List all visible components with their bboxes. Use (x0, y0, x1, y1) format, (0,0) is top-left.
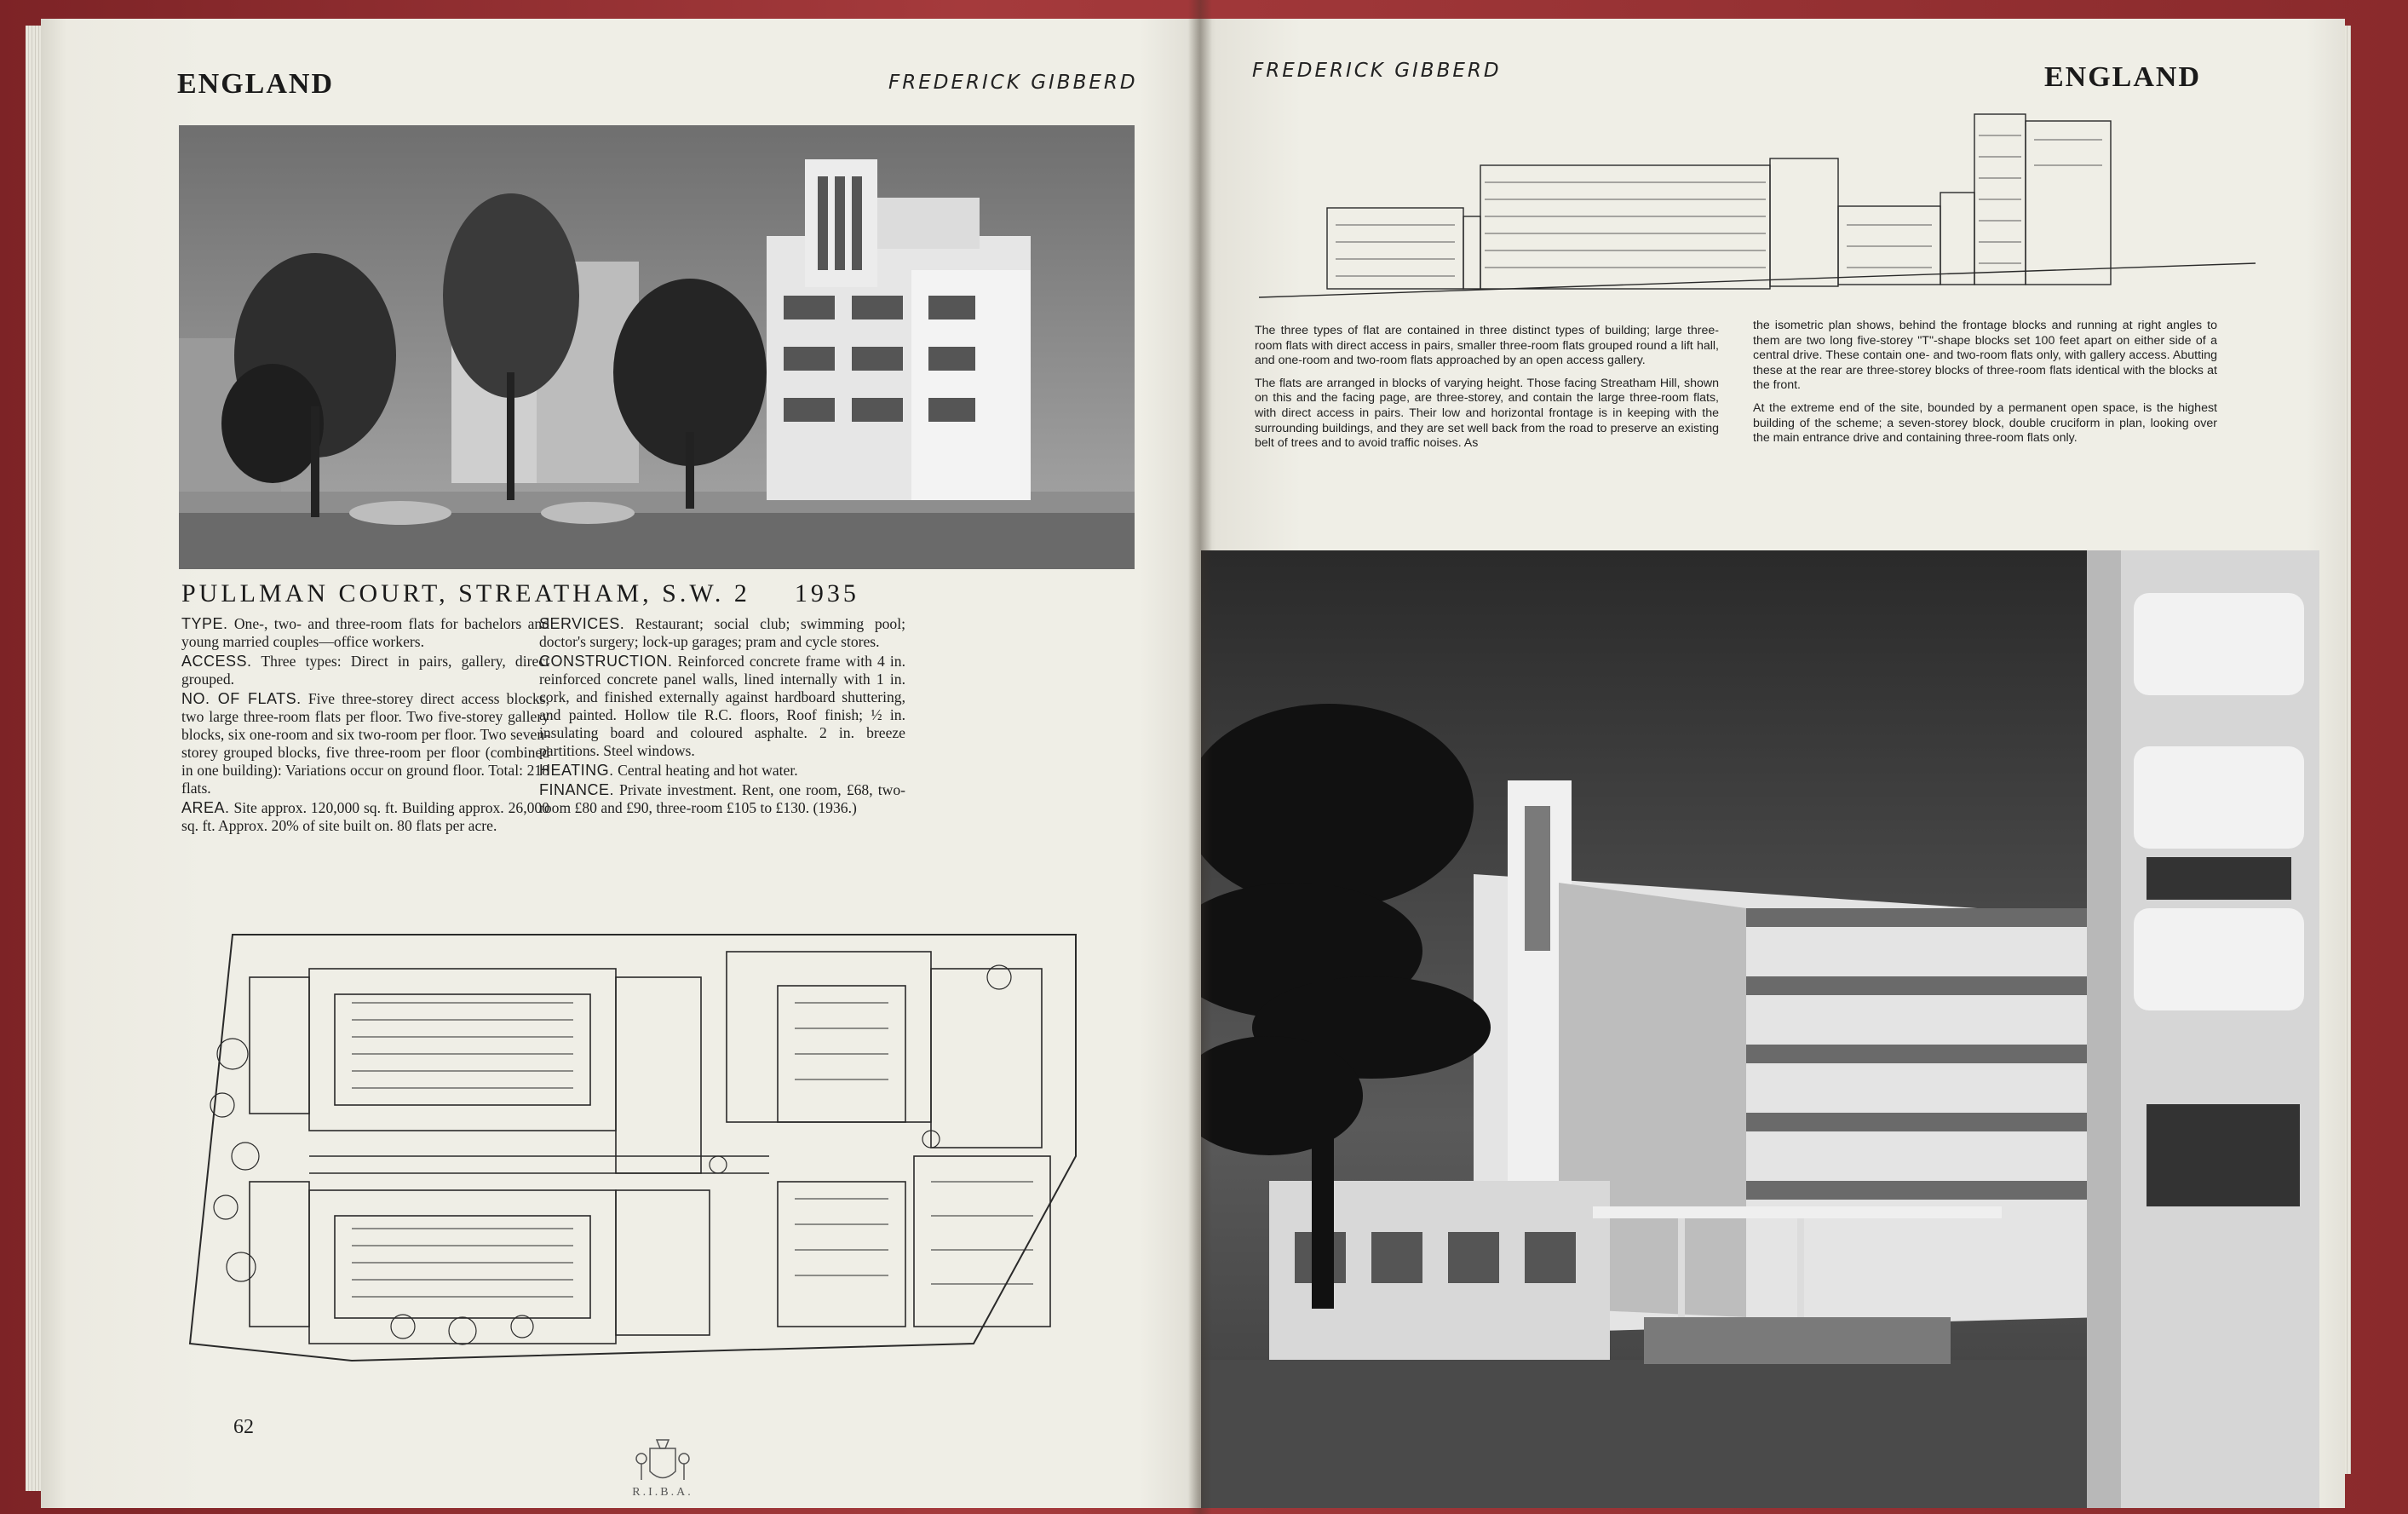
spec-construction: CONSTRUCTION. Reinforced concrete frame with 4 in. reinforced concrete panel walls, lined internally with 1 in. cork, and finished externally against hardboard shuttering, and painted. Hollow tile R.C. floors, Roof finish; ½ in. insulating board and coloured asphalte. 2 in. breeze partitions. Steel windows. (539, 653, 905, 759)
exterior-photo-street-image (179, 125, 1135, 569)
riba-label: R.I.B.A. (632, 1486, 693, 1499)
description-paragraph: The flats are arranged in blocks of varying height. Those facing Streatham Hill, shown on this and the facing page, are three-storey, and contain the large three-room flats, with direct access in pairs. Their low and horizontal frontage is in keeping with the surrounding buildings, and they are set well back from the road to preserve an existing belt of trees and to avoid traffic noises. As (1255, 376, 1719, 451)
page-number: 62 (233, 1416, 254, 1438)
building-year: 1935 (794, 579, 859, 607)
spec-access: ACCESS. Three types: Direct in pairs, gallery, direct grouped. (181, 653, 549, 688)
spec-area: AREA. Site approx. 120,000 sq. ft. Building approx. 26,000 sq. ft. Approx. 20% of site built on. 80 flats per acre. (181, 799, 549, 834)
description-paragraph: At the extreme end of the site, bounded by a permanent open space, is the highest building of the scheme; a seven-storey block, double cruciform in plan, looking over the main entrance drive and containing three-room flats only. (1753, 400, 2217, 446)
isometric-site-plan-drawing (181, 901, 1152, 1378)
description-column-1 (1255, 324, 1719, 459)
right-architect-heading: FREDERICK GIBBERD (1252, 60, 1502, 82)
street-elevation-drawing-image (1259, 97, 2281, 310)
exterior-photo-street (179, 125, 1135, 569)
building-title-text: PULLMAN COURT, STREATHAM, S.W. 2 (181, 579, 750, 607)
left-country-heading: ENGLAND (177, 68, 335, 100)
spec-heating: HEATING. Central heating and hot water. (539, 762, 798, 779)
spec-services: SERVICES. Restaurant; social club; swimming pool; doctor's surgery; lock-up garages; pram and cycle stores. (539, 615, 905, 650)
building-title (181, 579, 859, 608)
spec-no-of-flats: NO. OF FLATS. Five three-storey direct access blocks, two large three-room flats per floor. Two five-storey gallery blocks, six one-room and six two-room per floor. Two seven-storey grouped blocks, five three-room per floor (combined in one building): Variations occur on ground floor. Total: 218 flats. (181, 690, 550, 797)
left-architect-heading: FREDERICK GIBBERD (888, 72, 1138, 94)
exterior-photo-courtyard-image (1201, 550, 2319, 1508)
right-country-heading: ENGLAND (2044, 61, 2202, 93)
spec-column-right (539, 615, 905, 819)
spec-column-left (181, 615, 549, 837)
spec-finance: FINANCE. Private investment. Rent, one room, £68, two-room £80 and £90, three-room £105 to £130. (1936.) (539, 781, 905, 816)
spec-type: TYPE. One-, two- and three-room flats for bachelors and young married couples—office workers. (181, 615, 549, 650)
description-column-2 (1753, 319, 2217, 454)
left-page (41, 19, 1199, 1508)
description-paragraph: the isometric plan shows, behind the frontage blocks and running at right angles to them are two long five-storey "T"-shape blocks set 100 feet apart on either side of a central drive. These contain one- and two-room flats only, with gallery access. Abutting these at the rear are three-storey blocks of three-room flats identical with the blocks at the front. (1753, 319, 2217, 393)
street-elevation-drawing (1259, 97, 2281, 310)
exterior-photo-courtyard (1201, 550, 2319, 1508)
isometric-site-plan (181, 901, 1152, 1378)
book-gutter (1188, 0, 1212, 1514)
description-paragraph: The three types of flat are contained in three distinct types of building; large three-room flats with direct access in pairs, smaller three-room flats grouped round a lift hall, and one-room and two-room flats approached by an open access gallery. (1255, 324, 1719, 368)
right-page (1199, 19, 2345, 1508)
